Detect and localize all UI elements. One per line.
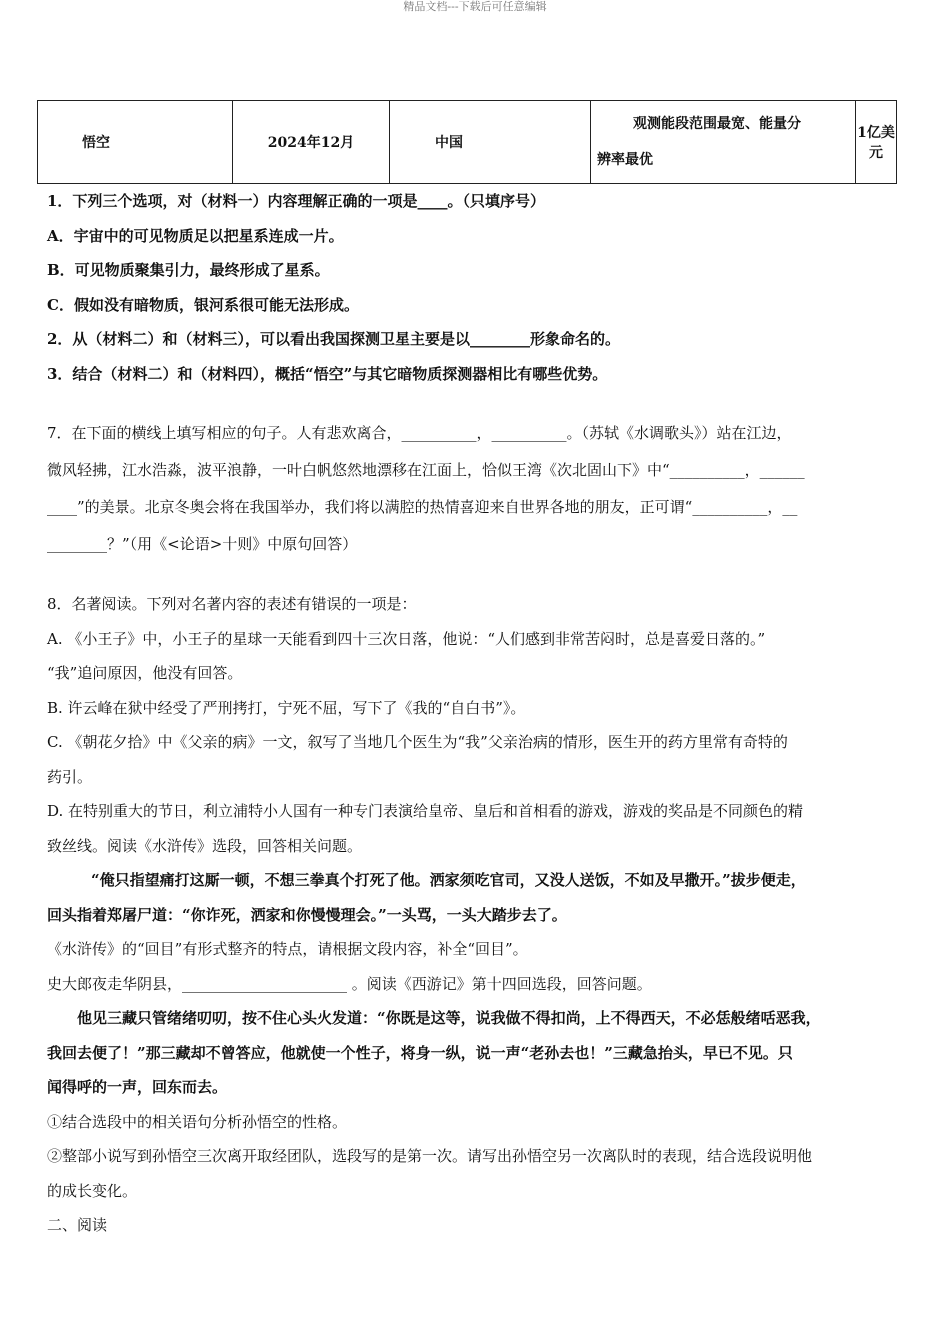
cell-country: 中国 <box>390 101 591 184</box>
xiyou-question-2-line2: 的成长变化。 <box>47 1181 138 1200</box>
xiyou-question-1: ①结合选段中的相关语句分析孙悟空的性格。 <box>47 1112 348 1131</box>
xiyou-excerpt-line3: 闻得呼的一声，回东而去。 <box>47 1078 228 1096</box>
shuihu-excerpt-line1: “俺只指望痛打这厮一顿，不想三拳真个打死了他。洒家须吃官司，又没人送饭，不如及早撒开。”拔步便走， <box>91 871 806 889</box>
question-7-line3: ____”的美景。北京冬奥会将在我国举办，我们将以满腔的热情喜迎来自世界各地的朋友，正可谓“__________，__ <box>47 498 798 516</box>
page-header: 精品文档---下载后可任意编辑 <box>403 0 547 13</box>
option-8d-line1: D. 在特别重大的节日，利立浦特小人国有一种专门表演给皇帝、皇后和首相看的游戏，游戏的奖品是不同颜色的精 <box>47 802 804 820</box>
shuihu-excerpt-line2: 回头指着郑屠尸道：“你诈死，洒家和你慢慢理会。”一头骂，一头大踏步去了。 <box>47 905 567 924</box>
xiyou-excerpt-line1: 他见三藏只管绪绪叨叨，按不住心头火发道：“你既是这等，说我做不得扣尚，上不得西天，不必恁般绪咶恶我， <box>77 1009 821 1027</box>
option-8c-line2: 药引。 <box>47 767 93 786</box>
question-2: 2．从（材料二）和（材料三），可以看出我国探测卫星主要是以________形象命名的。 <box>47 330 620 348</box>
info-table <box>37 100 897 184</box>
option-8c-line1: C. 《朝花夕拾》中《父亲的病》一文，叙写了当地几个医生为“我”父亲治病的情形，医生开的药方里常有奇特的 <box>47 733 788 751</box>
cell-name: 悟空 <box>38 101 233 184</box>
shuihu-question: 《水浒传》的“回目”有形式整齐的特点，请根据文段内容，补全“回目”。 <box>47 940 528 958</box>
option-8a-line2: “我”追问原因，他没有回答。 <box>47 664 243 682</box>
spacer <box>47 391 907 415</box>
document-body <box>47 184 907 1243</box>
spacer <box>47 563 907 587</box>
question-7-line1: 7．在下面的横线上填写相应的句子。人有悲欢离合，__________，__________。（苏轼《水调歌头》）站在江边， <box>47 424 792 442</box>
question-3: 3．结合（材料二）和（材料四），概括“悟空”与其它暗物质探测器相比有哪些优势。 <box>47 364 608 383</box>
option-8b: B. 许云峰在狱中经受了严刑拷打，宁死不屈，写下了《我的“自白书”》。 <box>47 698 526 717</box>
option-1c: C．假如没有暗物质，银河系很可能无法形成。 <box>47 295 359 314</box>
shuihu-answer-line: 史大郎夜走华阴县，______________________ 。阅读《西游记》第十四回选段，回答问题。 <box>47 974 652 993</box>
option-1b: B．可见物质聚集引力，最终形成了星系。 <box>47 261 330 279</box>
section-heading: 二、阅读 <box>47 1216 108 1234</box>
table-row <box>38 101 897 184</box>
cell-date: 2024年12月 <box>233 101 390 184</box>
question-7-line2: 微风轻拂，江水浩淼，波平浪静，一叶白帆悠然地漂移在江面上，恰似王湾《次北固山下》中“__________，______ <box>47 461 805 479</box>
cell-feature <box>591 101 856 184</box>
question-1: 1．下列三个选项，对（材料一）内容理解正确的一项是____。（只填序号） <box>47 192 545 210</box>
option-1a: A．宇宙中的可见物质足以把星系连成一片。 <box>47 226 344 245</box>
option-8a-line1: A. 《小王子》中，小王子的星球一天能看到四十三次日落，他说：“人们感到非常苦闷时，总是喜爱日落的。” <box>47 629 766 648</box>
xiyou-excerpt-line2: 我回去便了！”那三藏却不曾答应，他就使一个性子，将身一纵，说一声“老孙去也！”三藏急抬头，早已不见。只 <box>47 1043 793 1062</box>
feature-line1: 观测能段范围最宽、能量分 <box>633 116 801 132</box>
xiyou-question-2-line1: ②整部小说写到孙悟空三次离开取经团队，选段写的是第一次。请写出孙悟空另一次离队时的表现，结合选段说明他 <box>47 1147 813 1165</box>
question-7-line4: ________？”（用《<论语>十则》中原句回答） <box>47 535 358 553</box>
cell-cost: 1亿美元 <box>856 101 897 184</box>
option-8d-line2: 致丝线。阅读《水浒传》选段，回答相关问题。 <box>47 836 363 855</box>
question-8: 8．名著阅读。下列对名著内容的表述有错误的一项是： <box>47 595 417 613</box>
feature-line2: 辨率最优 <box>597 152 653 168</box>
